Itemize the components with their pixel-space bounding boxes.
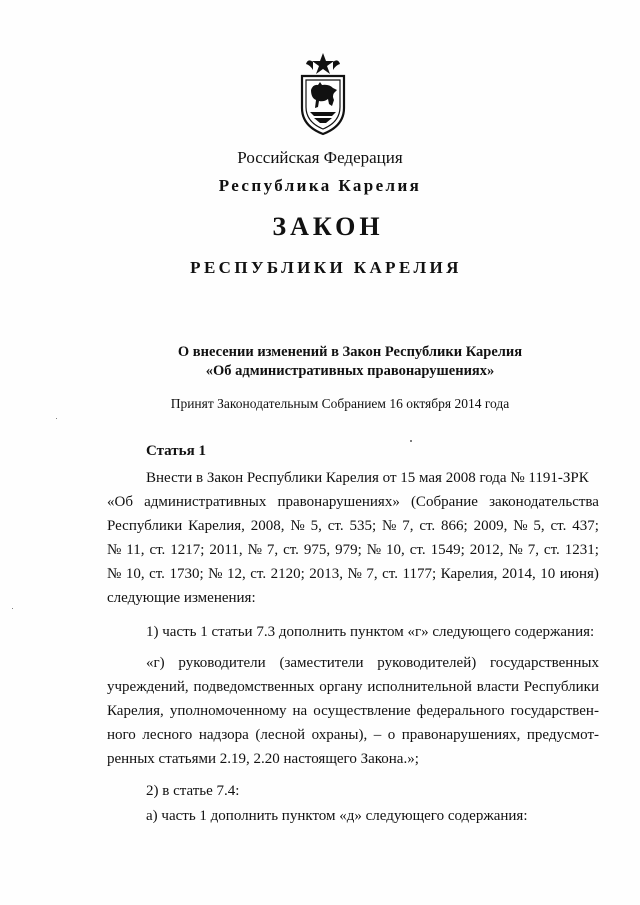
body-line: ренных статьями 2.19, 2.20 настоящего Закона.»; (107, 751, 419, 767)
document-type-heading: ЗАКОН (272, 212, 384, 241)
republic-name: Республика Карелия (218, 176, 422, 195)
adoption-note: Принят Законодательным Собранием 16 октября 2014 года (170, 396, 510, 411)
body-line: Республики Карелия, 2008, № 5, ст. 535; № 7, ст. 866; 2009, № 5, ст. 437; (107, 518, 599, 534)
scan-speck (56, 418, 57, 419)
article-heading: Статья 1 (146, 443, 206, 459)
country-name: Российская Федерация (237, 148, 403, 167)
body-line: а) часть 1 дополнить пунктом «д» следующего содержания: (146, 808, 528, 824)
law-title-line-2: «Об административных правонарушениях» (205, 363, 495, 379)
scan-speck (12, 608, 13, 609)
body-line: Внести в Закон Республики Карелия от 15 мая 2008 года № 1191-ЗРК (146, 470, 589, 486)
body-line: «г) руководители (заместители руководителей) государственных (146, 655, 599, 671)
body-line: 2) в статье 7.4: (146, 783, 240, 799)
body-line: Карелия, уполномоченному на осуществление федерального государствен- (107, 703, 599, 719)
body-line: 1) часть 1 статьи 7.3 дополнить пунктом «г» следующего содержания: (146, 624, 595, 640)
issuer-heading: РЕСПУБЛИКИ КАРЕЛИЯ (190, 258, 462, 277)
body-line: учреждений, подведомственных органу исполнительной власти Республики (107, 679, 599, 695)
body-line: № 10, ст. 1730; № 12, ст. 2120; 2013, № 7, ст. 1177; Карелия, 2014, 10 июня) (107, 566, 599, 582)
scan-speck (410, 440, 412, 442)
body-line: ного лесного надзора (лесной охраны), – о правонарушениях, предусмот- (107, 727, 599, 743)
body-line: № 11, ст. 1217; 2011, № 7, ст. 975, 979; № 10, ст. 1549; 2012, № 7, ст. 1231; (107, 542, 599, 558)
law-title-line-1: О внесении изменений в Закон Республики Карелия (177, 344, 523, 360)
coat-of-arms-emblem (296, 52, 350, 136)
body-line: следующие изменения: (107, 590, 256, 606)
body-line: «Об административных правонарушениях» (Собрание законодательства (107, 494, 599, 510)
